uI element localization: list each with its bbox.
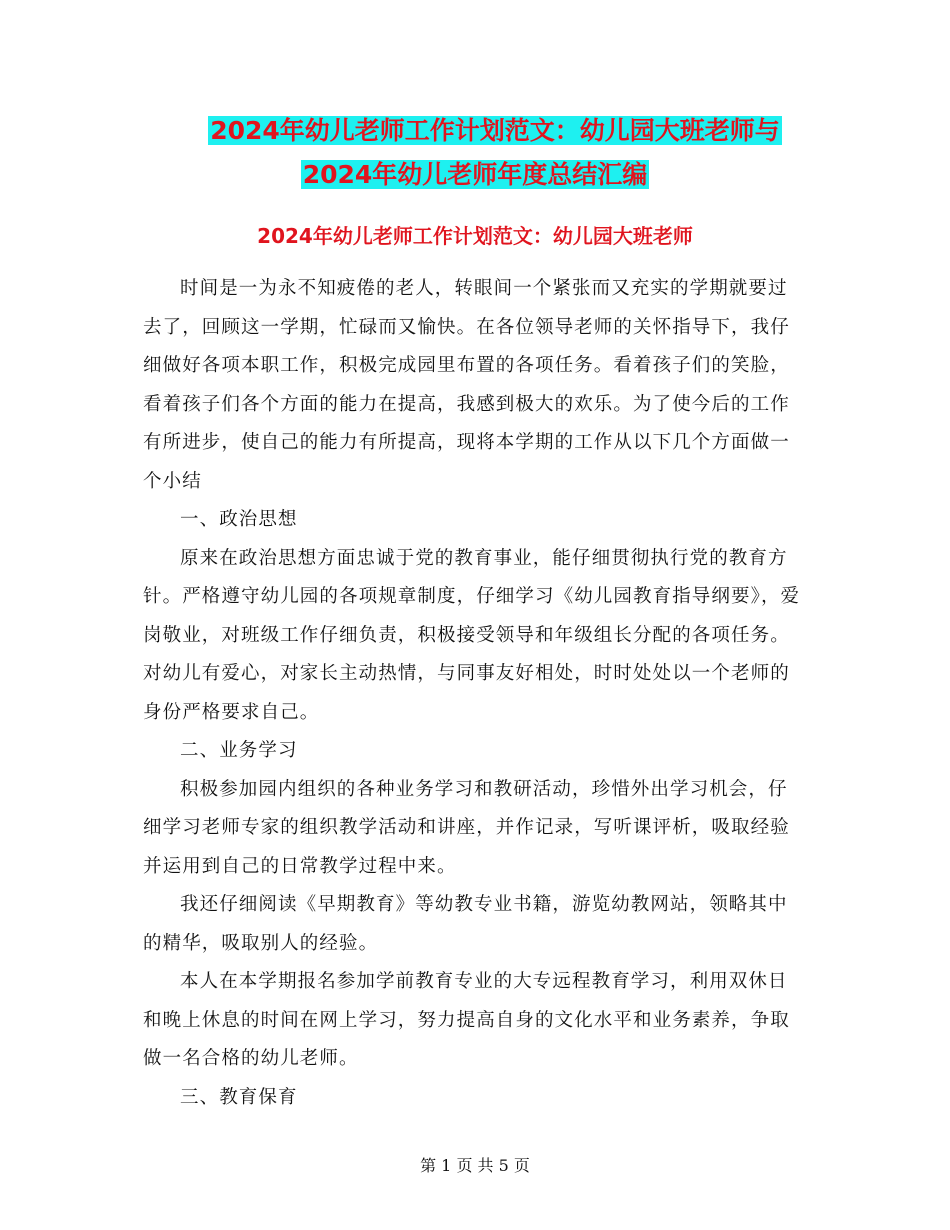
subheading-education: 三、教育保育	[180, 1086, 298, 1108]
title-highlight: 2024年幼儿老师工作计划范文：幼儿园大班老师与	[210, 116, 780, 145]
subheading-politics: 一、政治思想	[180, 509, 298, 530]
section-heading: 2024年幼儿老师工作计划范文：幼儿园大班老师	[257, 224, 693, 248]
subheading-study: 二、业务学习	[180, 740, 298, 761]
document-title-line-1	[0, 112, 950, 150]
paragraph-study-3: 本人在本学期报名参加学前教育专业的大专远程教育学习，利用双休日和晚上休息的时间在网上学习，努力提高自身的文化水平和业务素养，争取做一名合格的幼儿老师。	[143, 971, 790, 1069]
paragraph-politics: 原来在政治思想方面忠诚于党的教育事业，能仔细贯彻执行党的教育方针。严格遵守幼儿园的各项规章制度，仔细学习《幼儿园教育指导纲要》，爱岗敬业，对班级工作仔细负责，积极接受领导和年级组长分配的各项任务。对幼儿有爱心，对家长主动热情，与同事友好相处，时时处处以一个老师的身份严格要求自己。	[143, 547, 801, 723]
title-highlight: 2024年幼儿老师年度总结汇编	[302, 160, 648, 189]
paragraph-study-1: 积极参加园内组织的各种业务学习和教研活动，珍惜外出学习机会，仔细学习老师专家的组织教学活动和讲座，并作记录，写听课评析，吸取经验并运用到自己的日常教学过程中来。	[143, 778, 790, 877]
document-body	[143, 270, 803, 1117]
document-title-line-2	[0, 156, 950, 194]
paragraph-intro: 时间是一为永不知疲倦的老人，转眼间一个紧张而又充实的学期就要过去了，回顾这一学期，忙碌而又愉快。在各位领导老师的关怀指导下，我仔细做好各项本职工作，积极完成园里布置的各项任务。看着孩子们的笑脸，看着孩子们各个方面的能力在提高，我感到极大的欢乐。为了使今后的工作有所进步，使自己的能力有所提高，现将本学期的工作从以下几个方面做一个小结	[143, 278, 790, 492]
paragraph-study-2: 我还仔细阅读《早期教育》等幼教专业书籍，游览幼教网站，领略其中的精华，吸取别人的经验。	[143, 894, 788, 954]
page-number-footer: 第 1 页 共 5 页	[420, 1156, 530, 1175]
